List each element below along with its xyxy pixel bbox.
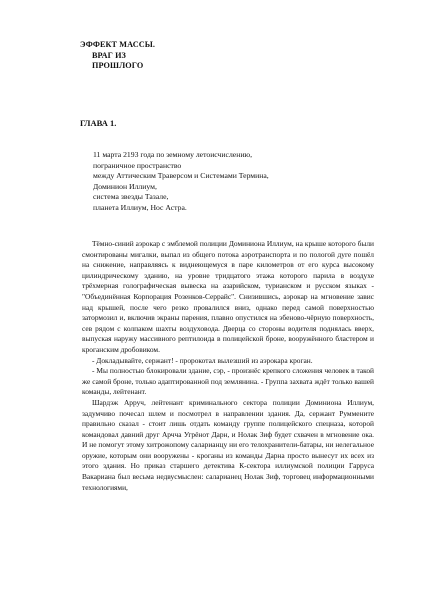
epigraph-line: пограничное пространство [93,160,182,170]
chapter-heading: ГЛАВА 1. [80,118,117,128]
paragraph: Шардэж Арруч, лейтенант криминального сектора полиции Доминиона Иллиум, задумчиво почесал шлем и посмотрел в направлении здания. Да, сержант Руммените правильно сказал - стоит лишь отдать команду группе полицейского спецназа, которой командовал давний друг Арчча Угрёнот Дарн, и Нолак Зиф будет схвачен в мгновение ока. И не помогут этому хитрожопому саларианцу ни его телохранители-батары, ни нелегальное оружие, которым они вооружены - кроганы из команды Дарна просто вынесут их всех из этого здания. Но приказ старшего детектива К-сектора иллиумской полиции Гарруса Вакариана был весьма недвусмыслен: саларианец Нолак Зиф, торговец информационными технологиями, [82,397,374,492]
document-title [80,40,155,72]
paragraph: Тёмно-синий аэрокар с эмблемой полиции Доминиона Иллиум, на крыше которого были смонтированы мигалки, выпал из общего потока аэротранспорта и по пологой дуге пошёл на снижение, направляясь к виднеющемуся в паре километров от его курса высокому цилиндрическому зданию, на уровне тридцатого этажа которого парила в воздухе трёхмерная голографическая вывеска на азарийском, турианском и русском языках - "Объединённая Корпорация Розенков-Серрайс". Снизившись, аэрокар на мгновение завис над крышей, после чего резко провалился вниз, однако перед самой поверхностью затормозил и, включив экраны парения, плавно опустился на эбеново-чёрную поверхность, сев рядом с колпаком шахты воздуховода. Дверца со стороны водителя поднялась вверх, выпуская наружу массивного рептилоида в полицейской броне, вооружённого бластером и кроганским дробовиком. [82,239,374,354]
paragraph: - Мы полностью блокировали здание, сэр, - произнёс крепкого сложения человек в такой же самой броне, только адаптированной под землянина. - Группа захвата ждёт только вашей команды, лейтенант. [82,366,374,397]
epigraph [93,150,353,214]
epigraph-line: планета Иллиум, Нос Астра. [93,202,187,212]
epigraph-line: между Аттическим Траверсом и Системами Термина, [93,171,269,181]
title-line-2: ВРАГ ИЗ [92,50,126,60]
epigraph-line: 11 марта 2193 года по земному летоисчислению, [93,150,253,159]
epigraph-line: Доминион Иллиум, [93,181,157,191]
body-text [82,239,374,493]
title-line-3: ПРОШЛОГО [92,61,144,70]
title-line-1: ЭФФЕКТ МАССЫ. [80,40,156,49]
paragraph: - Докладывайте, сержант! - пророкотал вылезший из аэрокара кроган. [92,355,313,365]
epigraph-line: система звезды Тазале, [93,192,169,202]
